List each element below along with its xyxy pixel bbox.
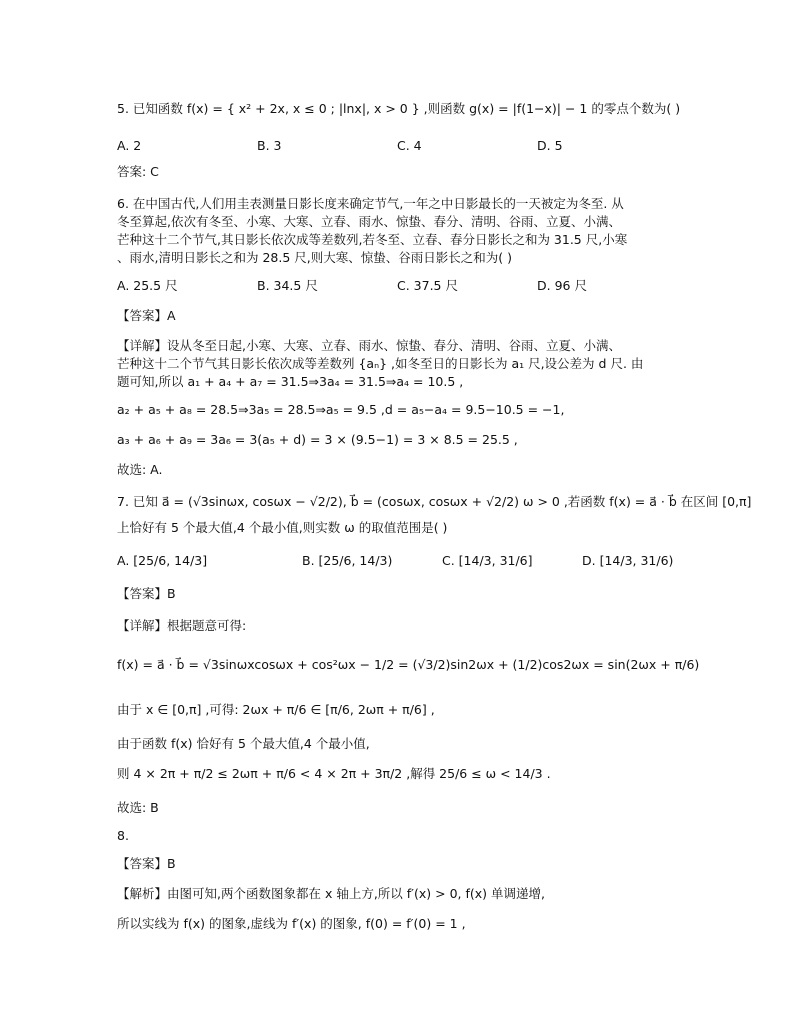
q6-stem-line: 、雨水,清明日影长之和为 28.5 尺,则大寒、惊蛰、谷雨日影长之和为( ) xyxy=(117,250,512,265)
q8-detail-line: 所以实线为 f(x) 的图象,虚线为 f′(x) 的图象, f(0) = f′(0) = 1 , xyxy=(117,916,466,931)
q6-stem-line: 6. 在中国古代,人们用圭表测量日影长度来确定节气,一年之中日影最长的一天被定为冬至. 从 xyxy=(117,196,624,211)
q7-detail-line: f(x) = a⃗ · b⃗ = √3sinωxcosωx + cos²ωx − 1/2 = (√3/2)sin2ωx + (1/2)cos2ωx = sin(2ωx + π/6) xyxy=(117,657,700,672)
q6-stem-line: 冬至算起,依次有冬至、小寒、大寒、立春、雨水、惊蛰、春分、清明、谷雨、立夏、小满、 xyxy=(117,214,621,229)
q6-conclusion: 故选: A. xyxy=(117,462,163,477)
q5-option-d: D. 5 xyxy=(537,138,563,153)
q6-stem-line: 芒种这十二个节气,其日影长依次成等差数列,若冬至、立春、春分日影长之和为 31.5 尺,小寒 xyxy=(117,232,628,247)
q6-option-d: D. 96 尺 xyxy=(537,278,587,293)
q6-detail-line: 题可知,所以 a₁ + a₄ + a₇ = 31.5⇒3a₄ = 31.5⇒a₄ = 10.5 , xyxy=(117,374,464,389)
q7-detail-line: 由于 x ∈ [0,π] ,可得: 2ωx + π/6 ∈ [π/6, 2ωπ + π/6] , xyxy=(117,702,435,717)
q6-option-b: B. 34.5 尺 xyxy=(257,278,318,293)
q7-answer: 【答案】B xyxy=(117,586,176,601)
q6-detail-line: a₂ + a₅ + a₈ = 28.5⇒3a₅ = 28.5⇒a₅ = 9.5 ,d = a₅−a₄ = 9.5−10.5 = −1, xyxy=(117,402,565,417)
q5-answer: 答案: C xyxy=(117,164,159,179)
q7-detail-line: 由于函数 f(x) 恰好有 5 个最大值,4 个最小值, xyxy=(117,736,370,751)
q6-detail-line: 芒种这十二个节气其日影长依次成等差数列 {aₙ} ,如冬至日的日影长为 a₁ 尺,设公差为 d 尺. 由 xyxy=(117,356,644,371)
q8-answer: 【答案】B xyxy=(117,856,176,871)
q6-answer: 【答案】A xyxy=(117,308,176,323)
q7-option-c: C. [14/3, 31/6] xyxy=(442,553,533,568)
q6-detail-line: 【详解】设从冬至日起,小寒、大寒、立春、雨水、惊蛰、春分、清明、谷雨、立夏、小满、 xyxy=(117,338,621,353)
q6-detail-line: a₃ + a₆ + a₉ = 3a₆ = 3(a₅ + d) = 3 × (9.5−1) = 3 × 8.5 = 25.5 , xyxy=(117,432,518,447)
q8-detail-line: 【解析】由图可知,两个函数图象都在 x 轴上方,所以 f′(x) > 0, f(x) 单调递增, xyxy=(117,886,545,901)
q6-option-a: A. 25.5 尺 xyxy=(117,278,178,293)
q7-stem-line: 上恰好有 5 个最大值,4 个最小值,则实数 ω 的取值范围是( ) xyxy=(117,520,448,535)
q5-stem: 5. 已知函数 f(x) = { x² + 2x, x ≤ 0 ; |lnx|, x > 0 } ,则函数 g(x) = |f(1−x)| − 1 的零点个数为( ) xyxy=(117,101,681,116)
q7-detail-line: 【详解】根据题意可得: xyxy=(117,618,247,633)
q8-number: 8. xyxy=(117,828,129,843)
q7-stem-line: 7. 已知 a⃗ = (√3sinωx, cosωx − √2/2), b⃗ = (cosωx, cosωx + √2/2) ω > 0 ,若函数 f(x) = a⃗ · b⃗ 在区间 [0,π] xyxy=(117,494,752,509)
q6-option-c: C. 37.5 尺 xyxy=(397,278,458,293)
q7-option-a: A. [25/6, 14/3] xyxy=(117,553,208,568)
q7-detail-line: 则 4 × 2π + π/2 ≤ 2ωπ + π/6 < 4 × 2π + 3π/2 ,解得 25/6 ≤ ω < 14/3 . xyxy=(117,766,551,781)
q5-option-b: B. 3 xyxy=(257,138,282,153)
q7-conclusion: 故选: B xyxy=(117,800,159,815)
q7-option-b: B. [25/6, 14/3) xyxy=(302,553,393,568)
q5-option-c: C. 4 xyxy=(397,138,422,153)
q5-option-a: A. 2 xyxy=(117,138,142,153)
q7-option-d: D. [14/3, 31/6) xyxy=(582,553,674,568)
